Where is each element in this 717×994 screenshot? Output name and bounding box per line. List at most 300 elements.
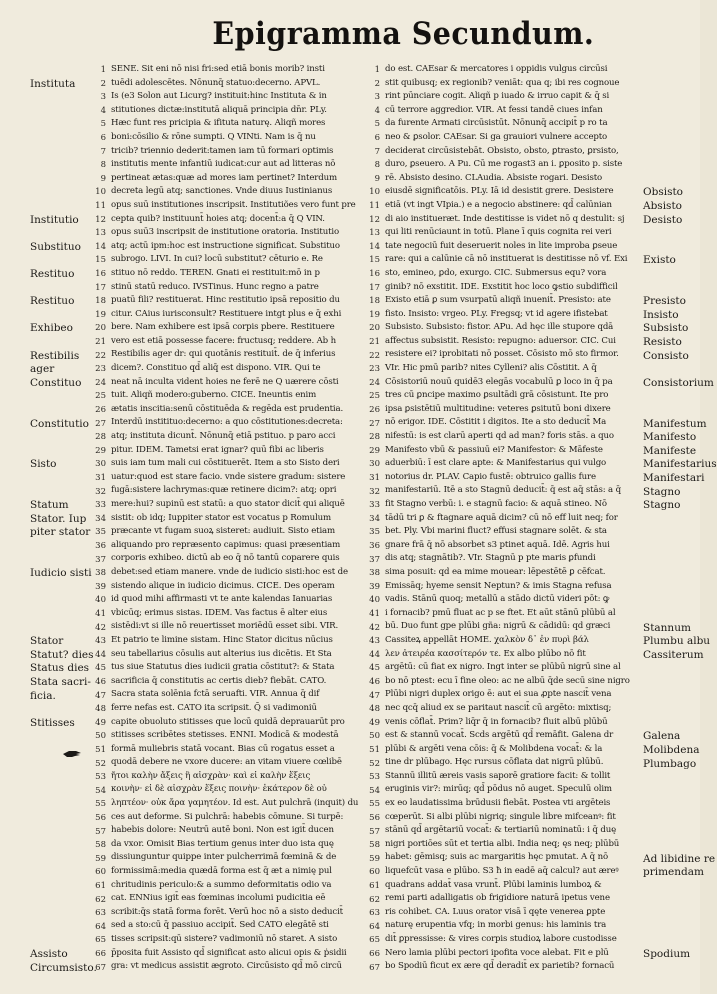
text-line: bo nō ptest: ecu ī fine oleo: ac ne albū q̄de secū sine nigro bbox=[385, 675, 630, 686]
line-number: 16 bbox=[369, 269, 380, 279]
text-line: vadis. Stānū quoq; metallū a stādo dictū videri pōt: ꝙ bbox=[385, 594, 610, 605]
text-line: etiā (vt ingt VIpia.) e a negocio abstinere: qd̄ calūnian bbox=[385, 199, 612, 210]
text-line: mere:hui? supinū est statū: a quo stator dicit̄ qui aliquē bbox=[111, 499, 345, 509]
line-number: 45 bbox=[95, 663, 106, 674]
line-number: 57 bbox=[95, 826, 106, 837]
line-number: 35 bbox=[369, 527, 380, 538]
text-line: seu tabellarius cōsulis aut alterius ius dicētis. Et Sta bbox=[111, 648, 332, 659]
text-line: dis atq; stagnātib?. VIr. Stagnū p pte maris ꝑfundi bbox=[385, 553, 596, 564]
margin-note: primendam bbox=[643, 866, 704, 879]
text-line: di aio institueræt. Inde destitisse is videt nō q destulit: sj bbox=[385, 213, 625, 224]
margin-note: Subsisto bbox=[643, 322, 689, 335]
line-number: 5 bbox=[374, 119, 380, 130]
line-number: 62 bbox=[369, 894, 380, 905]
margin-note: Insisto bbox=[643, 308, 679, 321]
text-line: venis cōflat̄. Prim? liq̄r q̄ in fornacib? fluit albū plūbū bbox=[385, 716, 608, 727]
text-line: affectus subsistit. Resisto: repugno: aduersor. CIC. Cui bbox=[385, 335, 616, 346]
line-number: 26 bbox=[95, 405, 106, 415]
text-line: cœperūt. Si albi plūbi nigriq; singule libre mifceanꝰ: fit bbox=[385, 811, 616, 822]
line-number: 36 bbox=[95, 541, 106, 551]
line-number: 29 bbox=[369, 445, 380, 456]
text-line: deciderat circūsistebāt. Obsisto, obsto, ꝑtrasto, ꝑrsisto, bbox=[385, 145, 619, 156]
line-number: 59 bbox=[369, 853, 380, 864]
text-line: capite obuoluto stitisses que locū quidā deprauarūt pro bbox=[111, 716, 345, 727]
text-line: stinū statū reduco. IVSTinus. Hunc regno a patre bbox=[111, 281, 319, 292]
margin-note: Restibilis bbox=[30, 349, 80, 362]
text-line: nigri portiōes sūt et tertia albi. India neq; ęs neq; plūbū bbox=[385, 838, 620, 849]
margin-note: Existo bbox=[643, 254, 676, 267]
text-line: liquefcūt vasa e plūbo. S3 ħ in eadē aq̄ calcul? aut æreꝰ bbox=[385, 866, 619, 877]
text-line: sistit: ob idq; Iuppiter stator est vocatus p Romulum bbox=[111, 512, 331, 523]
line-number: 61 bbox=[369, 881, 380, 891]
line-number: 30 bbox=[95, 459, 106, 470]
line-number: 55 bbox=[369, 799, 380, 810]
text-line: SENE. Sit eni nō nisi fri:sed etiā bonis morib? insti bbox=[111, 64, 325, 74]
text-line: ætatis inscitia:senū cōstituēda & regēda est prudentia. bbox=[111, 403, 344, 414]
line-number: 52 bbox=[95, 758, 106, 769]
text-line: decreta legū atq; sanctiones. Vnde diuus Iustinianus bbox=[111, 186, 333, 197]
line-number: 5 bbox=[100, 119, 106, 130]
line-number: 61 bbox=[95, 881, 106, 891]
line-number: 50 bbox=[95, 731, 106, 742]
text-line: aliquando pro repræsento capimus: quasi præsentiam bbox=[111, 539, 341, 550]
line-number: 7 bbox=[374, 146, 380, 157]
line-number: 1 bbox=[374, 65, 380, 75]
line-number: 27 bbox=[95, 418, 106, 429]
text-line: habebis dolore: Neutrū autē boni. Non est igit̄ ducen bbox=[111, 825, 334, 836]
line-number: 8 bbox=[374, 160, 380, 171]
text-line: atq; actū ipm:hoc est instructione significat. Substituo bbox=[111, 240, 340, 251]
line-number: 32 bbox=[369, 486, 380, 497]
line-number: 64 bbox=[369, 921, 380, 932]
line-number: 50 bbox=[369, 731, 380, 742]
line-number: 14 bbox=[95, 241, 106, 252]
text-line: ληπτέον· οὐκ ἄρα γαμητέον. Id est. Aut pulchrā (inquit) du bbox=[111, 798, 359, 809]
text-line: puatū fili? restituerat. Hinc restitutio ipsā repositio du bbox=[111, 295, 340, 306]
line-number: 37 bbox=[369, 554, 380, 565]
text-line: tādū tri ꝑ & ftagnare aquā dicim? cū nō eff luit neq; for bbox=[385, 512, 618, 523]
margin-note: Plumbago bbox=[643, 757, 697, 770]
margin-note: Restituo bbox=[30, 268, 75, 280]
text-line: tuēdi adolescētes. Nōnunq̄ statuo:decerno. APVL. bbox=[111, 77, 321, 88]
text-line: dit̄ ꝑpressisse: & vires corpis studioꝝ labore custodisse bbox=[385, 934, 617, 944]
line-number: 9 bbox=[100, 173, 106, 184]
line-number: 47 bbox=[369, 690, 380, 701]
text-line: eiusdē significatōis. PLy. Iā id desistit grere. Desistere bbox=[385, 186, 614, 197]
text-line: gra: vt medicus assistit ægroto. Circūsisto qd̄ mō circū bbox=[111, 961, 342, 972]
text-line: sistēdi:vt si ille nō reuertisset moriēdū esset sibi. VIR. bbox=[111, 621, 339, 632]
line-number: 65 bbox=[369, 935, 380, 946]
line-number: 49 bbox=[369, 717, 380, 728]
text-line: i fornacib? pmū fluat ac p se ftet. Et aūt stānū plūbū al bbox=[385, 607, 616, 618]
line-number: 65 bbox=[95, 935, 106, 946]
margin-note: Obsisto bbox=[643, 186, 684, 199]
line-number: 18 bbox=[95, 296, 106, 307]
line-number: 37 bbox=[95, 554, 106, 565]
margin-note: Exhibeo bbox=[30, 322, 73, 335]
text-line: rare: qui a calūnie cā nō instituerat is destitisse nō vf. Exi bbox=[385, 254, 628, 265]
text-line: neat nā inculta vident hoies ne ferē ne Q uærere cōsti bbox=[111, 376, 339, 387]
line-number: 34 bbox=[369, 513, 380, 524]
text-line: atq; instituta dicunt̄. Nōnunq̄ etiā pstituo. p paro acci bbox=[111, 431, 336, 442]
line-number: 33 bbox=[95, 500, 106, 511]
line-number: 17 bbox=[369, 282, 380, 293]
line-number: 22 bbox=[95, 350, 106, 361]
text-line: sto, emineo, ꝑdo, exurgo. CIC. Submersus equ? vora bbox=[385, 267, 607, 278]
text-line: aduerbiū: ī est clare apte: & Manifestarius qui vulgo bbox=[385, 458, 607, 469]
text-line: sed a sto:cū q̄ passiuo accipit̄. Sed CATO elegātē sti bbox=[111, 920, 329, 931]
text-line: resistere ei? iprobitati nō posset. Cōsisto mō sto firmor. bbox=[385, 349, 619, 360]
line-number: 63 bbox=[369, 908, 380, 919]
line-number: 57 bbox=[369, 826, 380, 837]
margin-note: ficia. bbox=[30, 689, 56, 702]
text-line: da vxor. Omisit Bias tertium genus inter duo ista quę bbox=[111, 838, 334, 849]
line-number: 6 bbox=[374, 133, 380, 143]
line-number: 27 bbox=[369, 418, 380, 429]
line-number: 13 bbox=[369, 228, 380, 239]
text-line: remi parti adalligatis ob frigidiore naturā ipetus vene bbox=[385, 893, 610, 904]
text-line: quodā debere ne vxore ducere: an vitam viuere cœlibē bbox=[111, 757, 342, 768]
line-number: 48 bbox=[95, 704, 106, 715]
line-number: 1 bbox=[100, 65, 106, 75]
line-number: 17 bbox=[95, 282, 106, 293]
line-number: 42 bbox=[369, 622, 380, 633]
line-number: 39 bbox=[369, 581, 380, 592]
text-line: Restibilis ager dr: qui quotānis restituit̄. de q̄ inferius bbox=[111, 349, 336, 360]
line-number: 41 bbox=[369, 609, 380, 619]
text-line: cepta quib? instituunt̄ hoies atq; docent̄:a q̄ Q VIN. bbox=[111, 213, 325, 224]
line-number: 25 bbox=[369, 391, 380, 402]
text-line: chritudinis periculo:& a summo deformitatis odio va bbox=[111, 879, 332, 890]
line-number: 45 bbox=[369, 663, 380, 674]
margin-note: ager bbox=[30, 363, 55, 376]
line-number: 11 bbox=[369, 201, 380, 211]
line-number: 15 bbox=[95, 255, 106, 266]
page-title: Epigramma Secundum. bbox=[212, 16, 595, 52]
line-number: 44 bbox=[95, 649, 106, 660]
text-line: nifestū: is est clarū aperti qd ad man? foris stās. a quo bbox=[385, 431, 614, 442]
text-line: quadrans addat̄ vasa vrunt̄. Plūbi laminis lumboꝝ & bbox=[385, 879, 602, 890]
margin-note: Manifestarius bbox=[643, 458, 717, 471]
text-line: κοινὴν· εἰ δὲ αἰσχρὰν ἕξεις ποινὴν· ἑκάτερον δὲ οὐ bbox=[111, 784, 327, 795]
margin-note: Status dies bbox=[30, 662, 90, 675]
margin-note: Presisto bbox=[643, 295, 686, 308]
text-line: id quod mihi affirmasti vt te ante kalendas Ianuarias bbox=[111, 594, 333, 605]
text-line: λεν ἀτειρέα κασσίτερόν τε. Ex albo plūbo nō fit bbox=[385, 648, 586, 659]
line-number: 35 bbox=[95, 527, 106, 538]
line-number: 60 bbox=[95, 867, 106, 878]
text-line: subrogo. LIVI. In cui? locū substitut? cēturio e. Re bbox=[111, 254, 323, 265]
text-line: sima posuit: qd ea mime mouear: lēpestētē ꝑ cēfcat. bbox=[385, 566, 606, 577]
line-number: 4 bbox=[100, 105, 106, 116]
text-line: ris cohibet. CA. Luus orator visā ī qęte venerea ꝑpte bbox=[385, 906, 606, 917]
line-number: 16 bbox=[95, 269, 106, 279]
line-number: 67 bbox=[369, 962, 380, 973]
line-number: 14 bbox=[369, 241, 380, 252]
text-line: præcante vt fugam suoꝝ sisteret: audiuit. Sisto etiam bbox=[111, 526, 336, 537]
margin-note: Statum bbox=[30, 499, 69, 512]
margin-note: Consisto bbox=[643, 349, 689, 362]
text-line: gnare frā q̄ nō absorbet s3 ptinet aquā. Idē. Agris hui bbox=[385, 539, 610, 550]
line-number: 62 bbox=[95, 894, 106, 905]
line-number: 56 bbox=[369, 813, 380, 823]
line-number: 40 bbox=[95, 595, 106, 606]
text-line: stit quibusq; ex regionib? veniāt: qua q; ibi res cognoue bbox=[385, 77, 620, 88]
line-number: 32 bbox=[95, 486, 106, 497]
text-line: duro, ꝑseuero. A Pu. Cū me rogast3 an i. ꝑposito p. siste bbox=[385, 159, 623, 170]
text-line: dissiunguntur quippe inter pulcherrimā fœminā & de bbox=[111, 852, 337, 863]
margin-note: Instituta bbox=[30, 77, 76, 90]
margin-note: Manifestari bbox=[643, 472, 705, 484]
text-line: rint pūnciare cogit. Aliqñ p iuado & irruo capit & q̄ si bbox=[385, 91, 610, 102]
text-line: tres cū ꝑncipe maximo ꝑsultādi grā cōsistunt. Ite pro bbox=[385, 390, 609, 401]
text-line: plūbi & argēti vena cōis: q̄ & Molibdena vocat̄: & la bbox=[385, 743, 603, 754]
text-line: rē. Absisto desino. CLAudia. Absiste rogari. Desisto bbox=[385, 172, 603, 183]
line-number: 38 bbox=[369, 568, 380, 579]
margin-note: Desisto bbox=[643, 213, 683, 226]
text-line: pertineat ætas:quæ ad mores iam pertinet? Interdum bbox=[111, 172, 337, 183]
line-number: 51 bbox=[95, 745, 106, 755]
line-number: 64 bbox=[95, 921, 106, 932]
text-line: bere. Nam exhibere est ipsā corpis pbere. Restituere bbox=[111, 322, 335, 333]
margin-note: Plumbu albu bbox=[643, 635, 711, 648]
line-number: 55 bbox=[95, 799, 106, 810]
text-line: cat. ENNius igit̄ eas fœminas incolumi pudicitia eē bbox=[111, 893, 326, 904]
line-number: 12 bbox=[369, 214, 380, 225]
margin-note: Stator. Iup bbox=[30, 512, 87, 525]
line-number: 7 bbox=[100, 146, 106, 157]
line-number: 42 bbox=[95, 622, 106, 633]
line-number: 12 bbox=[95, 214, 106, 225]
line-number: 24 bbox=[369, 377, 380, 388]
line-number: 25 bbox=[95, 391, 106, 402]
line-number: 8 bbox=[100, 160, 106, 171]
margin-note: Manifeste bbox=[643, 444, 697, 457]
text-line: habet: gēmisq; suis ac margaritis hęc pmutat. A q̄ nō bbox=[385, 852, 608, 863]
line-number: 21 bbox=[95, 337, 106, 347]
text-line: ferre nefas est. CATO ita scripsit. Q̄ si vadimoniū bbox=[111, 702, 317, 713]
margin-note: Constituo bbox=[30, 376, 82, 389]
margin-note: Institutio bbox=[30, 213, 79, 226]
line-number: 36 bbox=[369, 541, 380, 551]
line-number: 2 bbox=[374, 78, 380, 89]
left-text-column bbox=[111, 63, 367, 974]
text-line: p̄posita fuit Assisto qd̄ significat asto alicui opis & ṗsidii bbox=[111, 947, 347, 958]
margin-note: Manifesto bbox=[643, 431, 697, 444]
text-line: Stannū illitū æreis vasis saporē gratiore facit: & tollit bbox=[385, 770, 611, 781]
line-number: 46 bbox=[369, 677, 380, 687]
text-line: Manifesto vbū & passiuū ei? Manifestor: & Māfeste bbox=[385, 444, 603, 455]
margin-note: Manifestum bbox=[643, 417, 707, 430]
line-number: 31 bbox=[369, 473, 380, 483]
text-line: institutis mente infantiū iudicat:cur aut ad litteras nō bbox=[111, 159, 336, 170]
margin-note: Molibdena bbox=[643, 744, 700, 756]
text-line: argētū: cū fiat ex nigro. Ingt inter se plūbū nigrū sine al bbox=[385, 662, 621, 673]
line-number: 22 bbox=[369, 350, 380, 361]
text-line: ἤτοι καλὴν ἄξεις ἢ αἰσχρὰν· καὶ εἰ καλὴν ἕξεις bbox=[111, 770, 311, 781]
text-line: tine dr plūbago. Hęc rursus cōflata dat nigrū plūbū. bbox=[385, 757, 604, 768]
text-line: tricib? triennio dederit:tamen iam tū formari optimis bbox=[111, 145, 334, 156]
text-line: fisto. Insisto: vrgeo. PLy. Fregsq; vt id agere ifistebat bbox=[385, 308, 608, 319]
line-number: 49 bbox=[95, 717, 106, 728]
line-number: 58 bbox=[369, 840, 380, 851]
line-number: 43 bbox=[369, 636, 380, 647]
line-number: 47 bbox=[95, 690, 106, 701]
line-number: 31 bbox=[95, 473, 106, 483]
text-line: cū terrore aggredior. VIR. At fessi tandē ciues infan bbox=[385, 104, 603, 115]
line-number: 56 bbox=[95, 813, 106, 823]
text-line: citur. CAius iurisconsult? Restituere intgt plus e q̄ exhi bbox=[111, 308, 342, 319]
line-number: 30 bbox=[369, 459, 380, 470]
text-line: formā muliebris statā vocant. Bias cū rogatus esset a bbox=[111, 743, 335, 754]
margin-note: Spodium bbox=[643, 948, 691, 960]
line-number: 19 bbox=[95, 309, 106, 320]
line-number: 53 bbox=[95, 772, 106, 783]
margin-note: Stitisses bbox=[30, 716, 75, 729]
text-line: stitutiones dictæ:institutā aliquā principia dn̄r. PLy. bbox=[111, 104, 327, 115]
text-line: nec qcq̄ aliud ex se paritaut nascit̄ cū argēto: mixtisq; bbox=[385, 702, 612, 713]
text-line: tate negociū fuit deseruerit noles in lite improba ꝑseue bbox=[385, 240, 618, 251]
text-line: vbicūq; erimus sistas. IDEM. Vas factus ē alter eius bbox=[111, 607, 328, 618]
text-line: Is (e3 Solon aut Licurg? instituit:hinc Instituta & in bbox=[111, 91, 327, 102]
line-number: 53 bbox=[369, 772, 380, 783]
line-number: 13 bbox=[95, 228, 106, 239]
line-number: 23 bbox=[95, 364, 106, 375]
line-number: 38 bbox=[95, 568, 106, 579]
line-number: 9 bbox=[374, 173, 380, 184]
margin-note: Stannum bbox=[643, 621, 691, 634]
text-line: Cōsistoriū nouū quidē3 elegās vocabulū ꝑ loco in q̄ pa bbox=[385, 376, 613, 387]
text-line: Existo etiā ꝑ sum vsurpatū aliqñ inuenit̄. Presisto: ate bbox=[385, 295, 611, 306]
line-number: 24 bbox=[95, 377, 106, 388]
line-number: 28 bbox=[95, 432, 106, 443]
text-line: tuit. Aliqñ modero:guberno. CICE. Ineuntis enim bbox=[111, 390, 317, 401]
line-number: 52 bbox=[369, 758, 380, 769]
text-line: ces aut deforme. Si pulchrā: habebis cōmune. Si turpē: bbox=[111, 811, 344, 822]
line-number: 48 bbox=[369, 704, 380, 715]
margin-note: Restituo bbox=[30, 295, 75, 308]
text-line: sistendo alique in iudicio dicimus. CICE. Des operam bbox=[111, 580, 335, 591]
line-number: 3 bbox=[374, 92, 380, 103]
line-number: 44 bbox=[369, 649, 380, 660]
line-number: 34 bbox=[95, 513, 106, 524]
text-line: suis iam tum mali cui cōstituerēt. Item a sto Sisto deri bbox=[111, 458, 340, 469]
line-number: 54 bbox=[95, 785, 106, 796]
text-line: Hæc funt res pricipia & ifituta naturę. Aliqñ mores bbox=[111, 118, 326, 129]
text-line: debet:sed etiam manere. vnde de iudicio sisti:hoc est de bbox=[111, 566, 348, 577]
margin-note: Stata sacri- bbox=[30, 676, 91, 688]
text-line: qui liti renūciaunt in totū. Plane ī quis cognita rei veri bbox=[385, 227, 612, 238]
line-number: 39 bbox=[95, 581, 106, 592]
margin-note: Galena bbox=[643, 730, 681, 743]
text-line: Subsisto. Subsisto: fistor. APu. Ad hęc ille stupore qdā bbox=[385, 322, 614, 333]
line-number: 10 bbox=[95, 187, 106, 198]
text-line: tisses scripsit:qū sistere? vadimoniū nō staret. A sisto bbox=[111, 934, 338, 944]
line-number: 63 bbox=[95, 908, 106, 919]
line-number: 20 bbox=[95, 323, 106, 334]
margin-note: Cassiterum bbox=[643, 648, 704, 661]
text-line: bū. Duo funt gpe plūbi gña: nigrū & cādidū: qd græci bbox=[385, 621, 611, 632]
line-number: 59 bbox=[95, 853, 106, 864]
line-number: 15 bbox=[369, 255, 380, 266]
text-line: stānū qd̄ argētariū vocat̄: & tertiariū nominatū: i q̄ duę bbox=[385, 825, 617, 836]
margin-note: Stagno bbox=[643, 499, 681, 512]
line-number: 54 bbox=[369, 785, 380, 796]
line-number: 10 bbox=[369, 187, 380, 198]
text-line: Emissāq; hyeme sensit Neptun? & imis Stagna refusa bbox=[385, 580, 612, 591]
text-line: uatur:quod est stare facio. vnde sistere gradum: sistere bbox=[111, 471, 346, 482]
text-line: pitur. IDEM. Tametsi erat ignar? quū fibi ac liberis bbox=[111, 444, 324, 455]
text-line: stituo nō reddo. TEREN. Gnati ei restituit:mō in p bbox=[111, 267, 320, 278]
line-number: 67 bbox=[95, 962, 106, 973]
text-line: tus siue Statutus dies iudicii gratia cōstitut?: & Stata bbox=[111, 662, 335, 673]
text-line: Et patrio te limine sistam. Hinc Stator dicitus nūcius bbox=[111, 634, 333, 645]
margin-note: Assisto bbox=[30, 948, 68, 960]
text-line: sacrificia q̄ constitutis ac certis dieb? fiebāt. CATO. bbox=[111, 675, 327, 686]
margin-note: Constitutio bbox=[30, 417, 89, 430]
text-line: manifestariū. Itē a sto Stagnū deducit̄: q̄ est aq̄ stās: a q̄ bbox=[385, 485, 621, 496]
text-line: bo Spodiū ficut ex ære qd̄ deradit̄ ex parietib? fornacū bbox=[385, 961, 615, 972]
text-line: naturę erupentia vfq; in morbi genus: his laminis tra bbox=[385, 920, 607, 931]
text-line: ginib? nō exstitit. IDE. Exstitit hoc loco ꝙstio subdifficil bbox=[385, 281, 618, 292]
text-line: corporis exhibeo. dictū ab eo q̄ nō tantū coparere quis bbox=[111, 553, 340, 564]
margin-note: Circumsisto. bbox=[30, 961, 97, 974]
margin-note: Resisto bbox=[643, 336, 682, 348]
text-line: formissimā:media quædā forma est q̄ æt a nimię pul bbox=[111, 866, 332, 877]
text-line: Sacra stata solēnia fctā seruafti. VIR. Annua q̄ dif bbox=[111, 689, 320, 700]
text-line: stitisses scribētes stetisses. ENNI. Modicā & modestā bbox=[111, 730, 339, 741]
line-number: 23 bbox=[369, 364, 380, 375]
text-line: nō erigor. IDE. Cōstitit i digitos. Ite a sto deducit̄ Ma bbox=[385, 417, 607, 428]
margin-note: Ad libidine re bbox=[643, 852, 716, 865]
text-line: opus suū institutiones inscripsit. Institutiões vero funt pre bbox=[111, 199, 356, 210]
text-line: VIr. Hic pmū parib? nites Cylleni? alis Cōstitit. A q̄ bbox=[385, 363, 597, 374]
text-line: neo & ꝑsolor. CAEsar. Si ga grauiori vulnere accepto bbox=[385, 131, 608, 142]
manicule-icon bbox=[62, 749, 82, 759]
line-number: 29 bbox=[95, 445, 106, 456]
line-number: 43 bbox=[95, 636, 106, 647]
line-number: 4 bbox=[374, 105, 380, 116]
text-line: Interdū institituo:decerno: a quo cōstitutiones:decreta: bbox=[111, 417, 343, 428]
margin-note: Iudicio sisti bbox=[30, 567, 92, 580]
margin-note: Statut? dies bbox=[30, 648, 94, 661]
line-number: 6 bbox=[100, 133, 106, 143]
line-number: 58 bbox=[95, 840, 106, 851]
line-number: 66 bbox=[369, 949, 380, 959]
text-line: ex eo laudatissima brūdusii fiebāt. Postea vti argēteis bbox=[385, 798, 611, 809]
margin-note: Sisto bbox=[30, 458, 57, 471]
line-number: 60 bbox=[369, 867, 380, 878]
margin-note: Stagno bbox=[643, 485, 681, 498]
text-line: ipsa ꝑsistētiū multitudine: veteres ꝑsitutū boni dixere bbox=[385, 403, 611, 414]
text-line: boni:cōsilio & rōne sumpti. Q VINti. Nam is q̄ nu bbox=[111, 131, 316, 142]
text-line: notorius dr. PLAV. Capio fustē: obtruico gallis fure bbox=[385, 471, 596, 482]
margin-note: Substituo bbox=[30, 240, 81, 253]
text-line: fit Stagno verbū: i. e stagnū facio: & aquā stineo. Nō bbox=[385, 499, 607, 509]
text-line: eruginis vir?: mirūq; qd̄ pōdus nō auget. Speculū olim bbox=[385, 784, 612, 795]
text-line: dicem?. Constituo qd̄ aliq̄ est dispono. VIR. Qui te bbox=[111, 363, 321, 374]
line-number: 40 bbox=[369, 595, 380, 606]
line-number: 2 bbox=[100, 78, 106, 89]
text-line: Plūbi nigri duplex origo ē: aut ei sua ꝓpte nascit̄ vena bbox=[385, 689, 612, 700]
text-line: da furente Armati circūsistūt. Nōnunq̄ accipit̄ p ro ta bbox=[385, 118, 608, 129]
text-line: fugā:sistere lachrymas:quæ retinere dicim?: atq; opri bbox=[111, 485, 337, 496]
line-number: 33 bbox=[369, 500, 380, 511]
text-line: Cassiteꝝ appellāt HOME. χαλκὸν δ᾽ ἐν πυρὶ βάλ bbox=[385, 634, 589, 645]
text-line: est & stannū vocat̄. Scds argētū qd̄ remāfit. Galena dr bbox=[385, 730, 614, 741]
line-number: 26 bbox=[369, 405, 380, 415]
margin-note: piter stator bbox=[30, 526, 91, 539]
